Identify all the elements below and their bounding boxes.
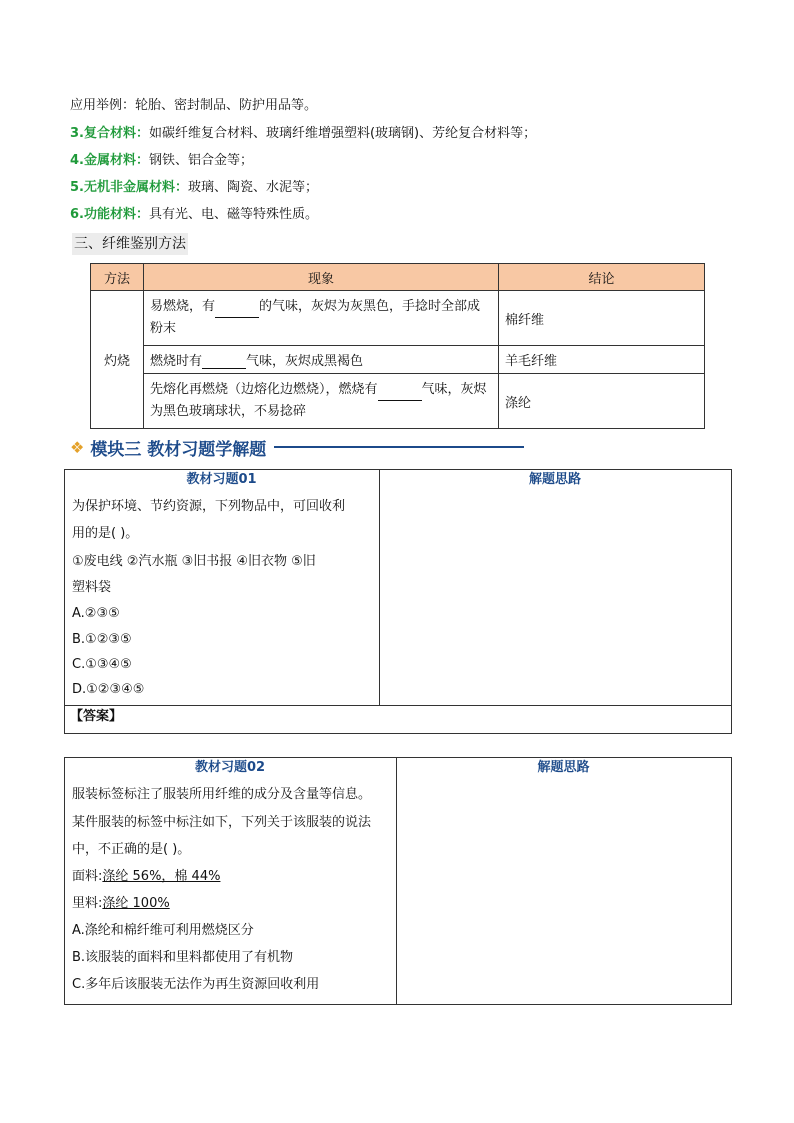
exercise-1-stem: 为保护环境、节约资源，下列物品中，可回收利	[72, 499, 346, 514]
exercise-2-option-a: A.涤纶和棉纤维可利用燃烧区分	[72, 923, 254, 938]
conclusion-cell: 羊毛纤维	[499, 346, 705, 374]
intro-item-head: 4.金属材料：	[70, 153, 149, 168]
method-cell: 灼烧	[91, 291, 144, 429]
exercise-2-fabric	[72, 867, 220, 887]
lining-value: 涤纶 100%	[102, 896, 170, 911]
exercise-1-option-b: B.①②③⑤	[72, 632, 132, 647]
table-row	[91, 291, 705, 346]
exercise-1-row-divider	[64, 705, 731, 706]
exercise-2-column-divider	[396, 757, 397, 1004]
module-title: 模块三 教材习题学解题	[90, 439, 267, 460]
exercise-2-stem: 某件服装的标签中标注如下，下列关于该服装的说法	[72, 815, 372, 830]
table-header: 方法	[91, 264, 144, 291]
exercise-2-option-c: C.多年后该服装无法作为再生资源回收利用	[72, 977, 320, 992]
intro-item-metal	[70, 151, 253, 171]
phenomenon-text: 气味，灰烬为黑色玻璃球状，不易捻碎	[150, 382, 487, 419]
answer-blank	[215, 303, 259, 318]
exercise-1-items: ①废电线 ②汽水瓶 ③旧书报 ④旧衣物 ⑤旧	[72, 554, 316, 569]
intro-line-example: 应用举例：轮胎、密封制品、防护用品等。	[70, 98, 318, 113]
exercise-1-column-divider	[379, 469, 380, 705]
exercise-2-stem: 服装标签标注了服装所用纤维的成分及含量等信息。	[72, 787, 372, 802]
answer-blank	[378, 386, 422, 401]
intro-item-inorganic	[70, 178, 318, 198]
phenomenon-text: 易燃烧，有	[150, 299, 216, 314]
intro-item-head: 5.无机非金属材料：	[70, 180, 188, 195]
exercise-1-stem: 用的是( )。	[72, 526, 139, 541]
intro-item-text: 具有光、电、磁等特殊性质。	[148, 207, 318, 222]
lining-label: 里料:	[72, 896, 103, 911]
table-header-row	[91, 264, 705, 291]
phenomenon-cell	[144, 374, 499, 429]
conclusion-cell: 涤纶	[499, 374, 705, 429]
exercise-2-stem: 中，不正确的是( )。	[72, 842, 191, 857]
intro-item-text: 玻璃、陶瓷、水泥等；	[187, 180, 318, 195]
exercise-1-option-d: D.①②③④⑤	[72, 682, 145, 697]
fabric-label: 面料:	[72, 869, 103, 884]
exercise-1-solution-title: 解题思路	[528, 472, 581, 487]
intro-item-head: 3.复合材料：	[70, 126, 149, 141]
exercise-2-solution-title: 解题思路	[537, 760, 590, 775]
intro-item-head: 6.功能材料：	[70, 207, 149, 222]
module-divider	[274, 446, 524, 448]
phenomenon-text: 气味，灰烬成黑褐色	[246, 354, 364, 369]
exercise-2-option-b: B.该服装的面料和里料都使用了有机物	[72, 950, 294, 965]
exercise-1-title: 教材习题01	[186, 472, 257, 487]
exercise-1-items: 塑料袋	[72, 580, 112, 595]
exercise-1-option-c: C.①③④⑤	[72, 657, 132, 672]
conclusion-cell: 棉纤维	[499, 291, 705, 346]
exercise-2-lining	[72, 894, 170, 914]
fabric-value: 涤纶 56%，棉 44%	[102, 869, 221, 884]
phenomenon-cell	[144, 291, 499, 346]
intro-item-text: 如碳纤维复合材料、玻璃纤维增强塑料(玻璃钢)、芳纶复合材料等；	[148, 126, 537, 141]
phenomenon-text: 先熔化再燃烧（边熔化边燃烧），燃烧有	[150, 382, 378, 397]
exercise-1-option-a: A.②③⑤	[72, 606, 120, 621]
phenomenon-text: 的气味，灰烬为灰黑色，手捻时全部成粉末	[150, 299, 481, 336]
intro-item-composite	[70, 124, 536, 144]
phenomenon-cell	[144, 346, 499, 374]
answer-blank	[202, 354, 246, 369]
table-row	[91, 374, 705, 429]
exercise-2-title: 教材习题02	[194, 760, 266, 775]
diamond-icon: ❖	[70, 437, 85, 457]
intro-item-text: 钢铁、铝合金等；	[148, 153, 253, 168]
module-header	[70, 434, 524, 460]
table-header: 现象	[144, 264, 499, 291]
section-title: 三、纤维鉴别方法	[72, 233, 188, 255]
table-header: 结论	[499, 264, 705, 291]
phenomenon-text: 燃烧时有	[150, 354, 203, 369]
table-row	[91, 346, 705, 374]
intro-item-functional	[70, 205, 318, 225]
exercise-1-answer-label: 【答案】	[70, 709, 123, 724]
fiber-identification-table	[90, 263, 705, 429]
